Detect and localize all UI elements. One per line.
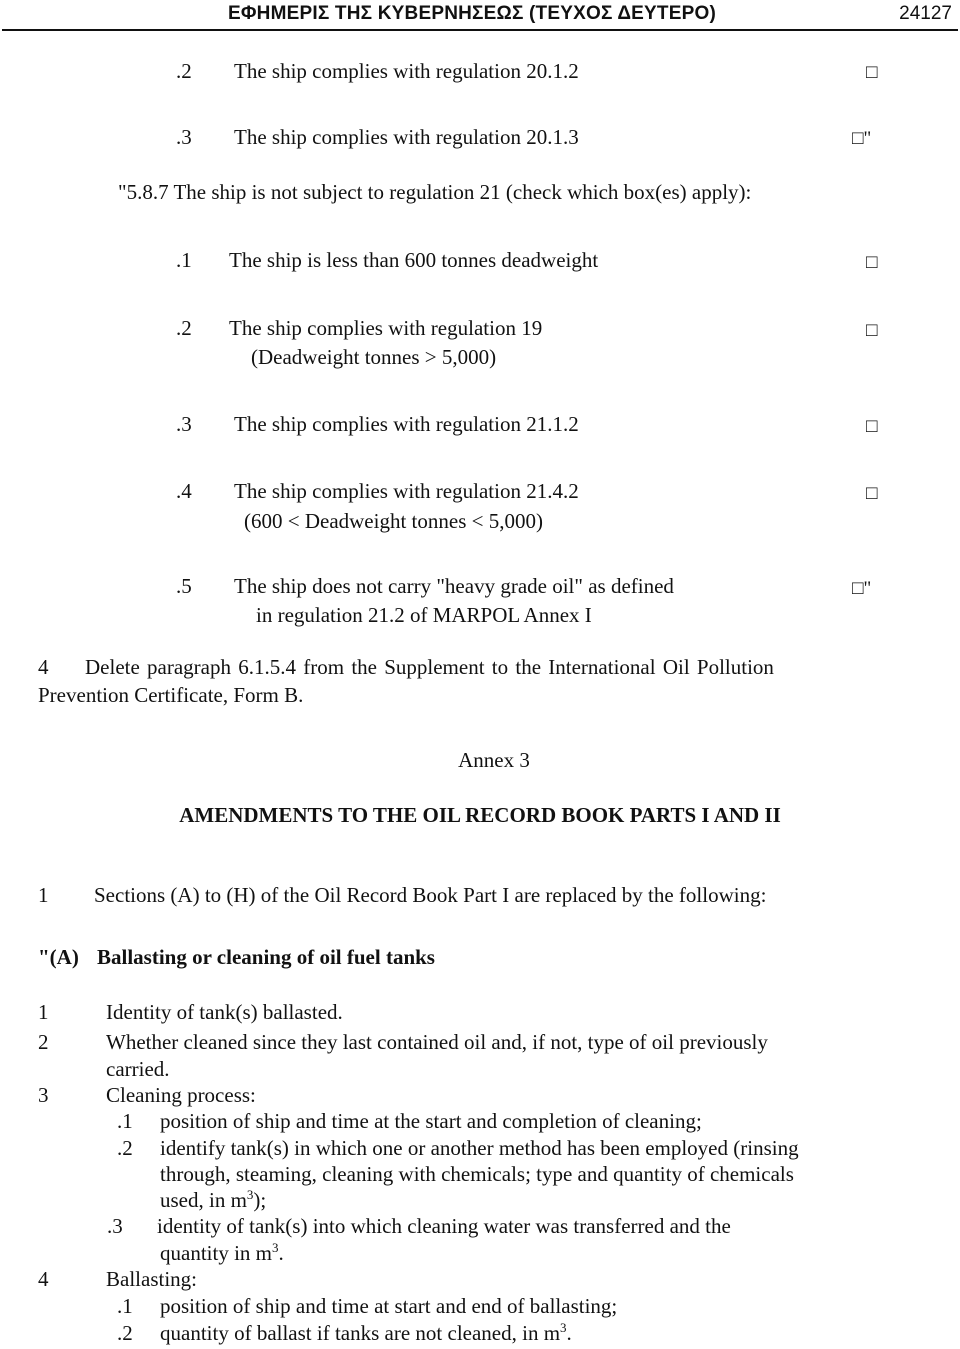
text-fragment: . (566, 1321, 572, 1345)
item-text: The ship complies with regulation 21.4.2 (234, 479, 579, 503)
item-subtext: (600 < Deadweight tonnes < 5,000) (244, 509, 543, 533)
text-fragment: . (278, 1241, 284, 1265)
superscript: 3 (272, 1240, 279, 1255)
entry-number: 4 (38, 1267, 49, 1291)
entry-number: 3 (38, 1083, 49, 1107)
sub-entry-text-continued (160, 1187, 266, 1213)
item-subtext: in regulation 21.2 of MARPOL Annex I (256, 603, 592, 627)
item-number: .4 (176, 479, 192, 503)
checkbox[interactable]: □" (852, 128, 872, 149)
entry-text: Identity of tank(s) ballasted. (106, 1000, 343, 1024)
item-text: The ship is less than 600 tonnes deadweight (229, 248, 599, 272)
item-text: The ship does not carry "heavy grade oil" as defined (234, 574, 674, 598)
item-subtext: (Deadweight tonnes > 5,000) (251, 345, 497, 369)
item-text: The ship complies with regulation 19 (229, 316, 543, 340)
sub-entry-text: position of ship and time at start and end of ballasting; (160, 1294, 618, 1318)
entry-text: Ballasting: (106, 1267, 197, 1291)
sub-entry-text: identity of tank(s) into which cleaning water was transferred and the (157, 1214, 731, 1238)
sub-entry-number: .2 (117, 1321, 133, 1345)
item-text: The ship complies with regulation 20.1.2 (234, 59, 579, 83)
section-number: 1 (38, 883, 49, 907)
checkbox[interactable]: □ (866, 320, 878, 341)
checkbox[interactable]: □ (866, 252, 878, 273)
entry-text: Cleaning process: (106, 1083, 256, 1107)
paragraph-text: Prevention Certificate, Form B. (38, 683, 304, 707)
sub-entry-text-continued (160, 1240, 284, 1266)
paragraph-number: 4 (38, 655, 49, 679)
header-rule (2, 29, 958, 31)
text-fragment: quantity in m (160, 1241, 272, 1265)
item-number: .3 (176, 125, 192, 149)
item-number: .1 (176, 248, 192, 272)
text-fragment: used, in m (160, 1188, 247, 1212)
section-text: Sections (A) to (H) of the Oil Record Book Part I are replaced by the following: (94, 883, 767, 907)
item-number: .5 (176, 574, 192, 598)
page-number: 24127 (899, 3, 952, 24)
sub-entry-text-continued: through, steaming, cleaning with chemicals; type and quantity of chemicals (160, 1162, 794, 1186)
checkbox[interactable]: □ (866, 483, 878, 504)
checkbox[interactable]: □ (866, 416, 878, 437)
item-number: .3 (176, 412, 192, 436)
sub-entry-number: .1 (117, 1109, 133, 1133)
item-number: .2 (176, 316, 192, 340)
text-fragment: ); (253, 1188, 267, 1212)
annex-heading: AMENDMENTS TO THE OIL RECORD BOOK PARTS I AND II (179, 803, 781, 827)
sub-entry-number: .2 (117, 1136, 133, 1160)
sub-entry-number: .3 (107, 1214, 123, 1238)
gazette-title: ΕΦΗΜΕΡΙΣ ΤΗΣ ΚΥΒΕΡΝΗΣΕΩΣ (ΤΕΥΧΟΣ ΔΕΥΤΕΡΟ) (228, 3, 716, 24)
paragraph-text: Delete paragraph 6.1.5.4 from the Supplement to the International Oil Pollution (85, 655, 774, 679)
entry-text-continued: carried. (106, 1057, 170, 1081)
checkbox[interactable]: □ (866, 62, 878, 83)
entry-number: 2 (38, 1030, 49, 1054)
item-text: The ship complies with regulation 21.1.2 (234, 412, 579, 436)
paragraph-5-8-7: "5.8.7 The ship is not subject to regulation 21 (check which box(es) apply): (118, 180, 752, 204)
sub-entry-text (160, 1320, 572, 1346)
sub-entry-text: identify tank(s) in which one or another method has been employed (rinsing (160, 1136, 799, 1160)
annex-label: Annex 3 (458, 748, 530, 772)
section-a-title: Ballasting or cleaning of oil fuel tanks (97, 945, 435, 969)
superscript: 3 (560, 1320, 567, 1335)
sub-entry-number: .1 (117, 1294, 133, 1318)
entry-text: Whether cleaned since they last contained oil and, if not, type of oil previously (106, 1030, 768, 1054)
page-header (0, 0, 960, 30)
section-a-label: "(A) (38, 945, 79, 969)
entry-number: 1 (38, 1000, 49, 1024)
superscript: 3 (246, 1187, 254, 1202)
item-number: .2 (176, 59, 192, 83)
checkbox[interactable]: □" (852, 578, 872, 599)
sub-entry-text: position of ship and time at the start and completion of cleaning; (160, 1109, 702, 1133)
text-fragment: quantity of ballast if tanks are not cleaned, in m (160, 1321, 561, 1345)
item-text: The ship complies with regulation 20.1.3 (234, 125, 579, 149)
